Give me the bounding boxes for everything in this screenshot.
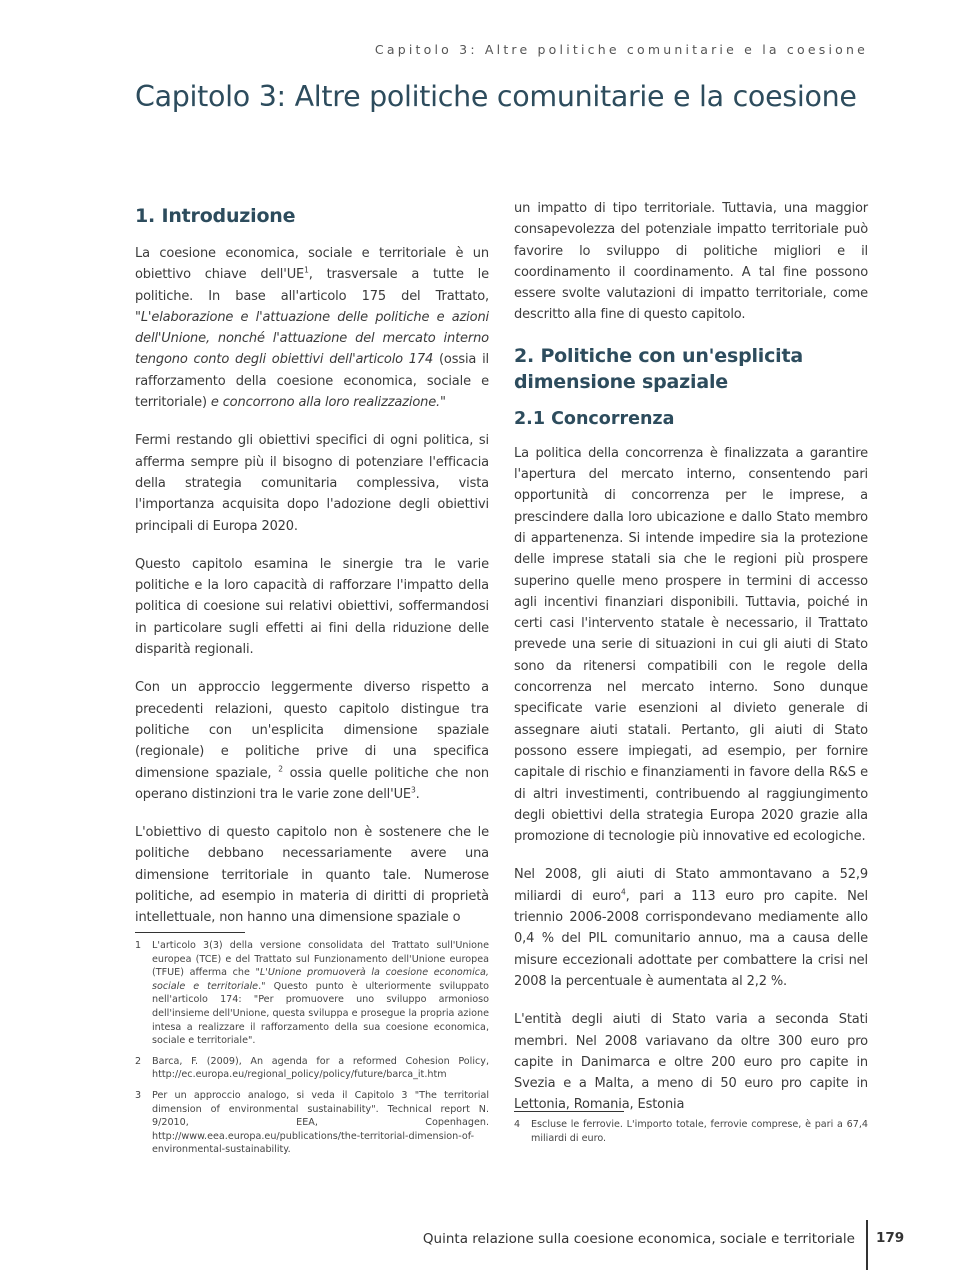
footnote-ref[interactable]: 4: [620, 887, 626, 897]
footnote-number: 2: [135, 1055, 142, 1067]
footnote-item: [135, 1089, 489, 1157]
chapter-title: Capitolo 3: Altre politiche comunitarie e la coesione: [135, 80, 857, 113]
footnote-item: [514, 1118, 868, 1145]
text-run: L'articolo 3(3) della versione consolidata del Trattato sull'Unione europea (TCE) e del Trattato sul Funzionamento dell'Unione europea (TFUE) afferma che ": [152, 940, 489, 979]
footnote-text: Escluse le ferrovie. L'importo totale, ferrovie comprese, è pari a 67,4 miliardi di euro.: [531, 1119, 868, 1144]
footnotes-right: [514, 1111, 868, 1152]
text-run: ." Questo punto è ulteriormente sviluppato nell'articolo 174: "Per promuovere uno sviluppo armonioso dell'insieme dell'Unione, questa sviluppa e prosegue la propria azione intesa a realizzare il rafforzamento della sua coesione economica, sociale e territoriale".: [152, 980, 489, 1047]
paragraph-intro: [135, 243, 489, 413]
text-run: , pari a 113 euro pro capite. Nel triennio 2006-2008 corrispondevano mediamente allo 0,4 % del PIL comunitario annuo, ma a causa delle misure eccezionali adottate per combattere la crisi nel 2008 la percentuale è aumentata al 2,2 %.: [514, 888, 868, 989]
text-run: Nel 2008, gli aiuti di Stato ammontavano a 52,9 miliardi di euro: [514, 867, 868, 904]
footnote-divider: [514, 1111, 624, 1112]
footer-divider: [866, 1220, 868, 1270]
page-number: 179: [876, 1230, 905, 1246]
quote-italic: L'elaborazione e l'attuazione delle politiche e azioni dell'Unione, nonché l'attuazione del mercato interno tengono conto degli obiettivi dell'articolo 174: [135, 309, 489, 368]
running-head: Capitolo 3: Altre politiche comunitarie e la coesione: [374, 42, 868, 57]
footnote-ref[interactable]: 1: [304, 265, 309, 275]
footnote-text[interactable]: Barca, F. (2009), An agenda for a reformed Cohesion Policy, http://ec.europa.eu/regional_policy/policy/future/barca_it.htm: [152, 1055, 489, 1081]
quote-italic: L'Unione promuoverà la coesione economica, sociale e territoriale: [152, 967, 489, 992]
subsection-heading-concorrenza: 2.1 Concorrenza: [514, 408, 675, 429]
text-run: , trasversale a tutte le politiche. In base all'articolo 175 del Trattato, ": [135, 267, 489, 325]
footnote-ref[interactable]: 3: [411, 785, 416, 795]
paragraph-obiettivo-capitolo: L'obiettivo di questo capitolo non è sostenere che le politiche debbano necessariamente avere una dimensione territoriale in quanto tale. Numerose politiche, ad esempio in materia di diritti di proprietà intellettuale, non hanno una dimensione spaziale o: [135, 825, 489, 926]
footnote-item: [135, 939, 489, 1048]
right-column: [514, 198, 868, 1133]
footnote-item: [135, 1055, 489, 1082]
footnotes-left: [135, 932, 489, 1164]
footnote-number: 3: [135, 1089, 142, 1101]
quote-italic: e concorrono alla loro realizzazione.: [210, 395, 441, 411]
section-heading-introduzione: 1. Introduzione: [135, 205, 296, 227]
paragraph-obiettivi: Fermi restando gli obiettivi specifici di ogni politica, si afferma sempre più il bisogno di potenziare l'efficacia della strategia comunitaria complessiva, vista l'importanza acquisita dopo l'adozione degli obiettivi principali di Europa 2020.: [135, 433, 489, 534]
paragraph-sinergie: Questo capitolo esamina le sinergie tra le varie politiche e la loro capacità di rafforzare l'impatto della politica di coesione sui relativi obiettivi, soffermandosi in particolare sugli effetti ai fini della riduzione delle disparità regionali.: [135, 556, 489, 658]
paragraph-aiuti-2008: [514, 864, 868, 992]
paragraph-approccio: [135, 677, 489, 805]
footnote-number: 4: [514, 1119, 521, 1130]
text-run: (ossia il rafforzamento della coesione economica, sociale e territoriale): [135, 352, 490, 411]
footnote-text[interactable]: Per un approccio analogo, si veda il Capitolo 3 "The territorial dimension of environmental sustainability". Technical report N. 9/2010, EEA, Copenhagen. http://www.eea.europa.eu/publications/the-territorial-dimension-of-environmental-sustainability.: [152, 1089, 489, 1156]
section-heading-politiche-spaziali: 2. Politiche con un'esplicita dimensione spaziale: [514, 344, 803, 393]
text-run: .: [415, 786, 420, 802]
text-run: La coesione economica, sociale e territoriale è un obiettivo chiave dell'UE: [135, 246, 489, 283]
paragraph-concorrenza: La politica della concorrenza è finalizzata a garantire l'apertura del mercato interno, consentendo pari opportunità di concorrenza per le imprese, a prescindere dalla loro ubicazione e dallo Stato membro di appartenenza. Si intende impedire sia la protezione delle imprese statali sia che le regioni più prospere superino quelle meno prospere in termini di accesso agli incentivi finanziari disponibili. Tuttavia, poiché in certi casi l'intervento statale è necessario, il Trattato prevede una serie di situazioni in cui gli aiuti di Stato sono da ritenersi compatibili con le regole della concorrenza nel mercato interno. Sono dunque specificate varie esenzioni al divieto generale di assegnare aiuti statali. Pertanto, gli aiuti di Stato possono essere impiegati, ad esempio, per fornire capitale di rischio e finanziamenti in favore della R&S e di altri investimenti, contribuendo al raggiungimento degli obiettivi della strategia Europa 2020 grazie alla promozione di tecnologie più innovative ed ecologiche.: [514, 445, 868, 845]
footnote-ref[interactable]: 2: [278, 764, 283, 774]
text-run: Con un approccio leggermente diverso rispetto a precedenti relazioni, questo capitolo distingue tra politiche con un'esplicita dimensione spaziale (regionale) e politiche prive di una specifica dimensione spaziale,: [135, 680, 489, 781]
footnote-text: [152, 939, 489, 1048]
footer-publication-title: Quinta relazione sulla coesione economica, sociale e territoriale: [422, 1231, 855, 1247]
footnote-divider: [135, 932, 245, 933]
footnote-number: 1: [135, 940, 142, 951]
text-run: ossia quelle politiche che non operano distinzioni tra le varie zone dell'UE: [135, 765, 489, 802]
left-column: [135, 203, 489, 946]
paragraph-entita-aiuti: L'entità degli aiuti di Stato varia a seconda Stati membri. Nel 2008 variavano da oltre 300 euro pro capite in Danimarca e oltre 200 euro pro capite in Svezia e a Malta, a meno di 50 euro pro capite in Lettonia, Romania, Estonia: [514, 1012, 868, 1113]
paragraph-continuation: un impatto di tipo territoriale. Tuttavia, una maggior consapevolezza del potenziale impatto territoriale può favorire lo sviluppo di politiche migliori e il coordinamento il coordinamento. A tal fine possono essere svolte valutazioni di impatto territoriale, come descritto alla fine di questo capitolo.: [514, 201, 868, 323]
text-run: ": [440, 395, 446, 411]
